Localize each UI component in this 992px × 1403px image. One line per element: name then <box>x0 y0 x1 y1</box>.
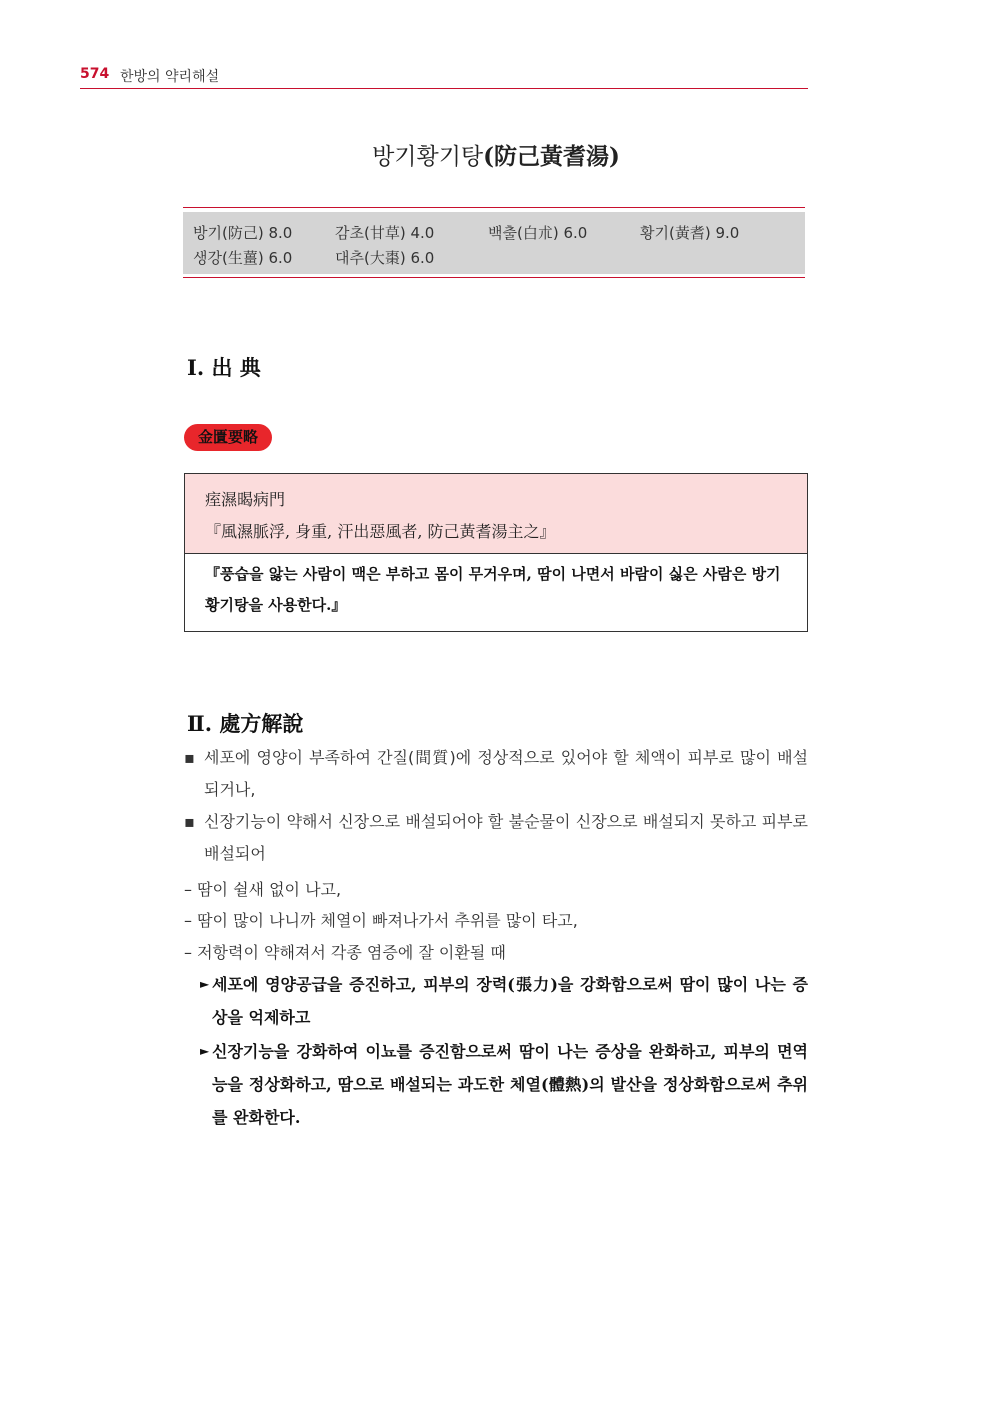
bullet-item <box>184 742 808 806</box>
source-category: 痓濕暍病門 <box>205 490 286 509</box>
prescription-title-hanja: (防己黃耆湯) <box>483 143 620 170</box>
arrow-mark: ► <box>200 1044 210 1058</box>
ingredient-item: 감초(甘草) 4.0 <box>335 224 435 242</box>
arrow-text: 신장기능을 강화하여 이뇨를 증진함으로써 땀이 나는 증상을 완화하고, 피부의 면역능을 정상화하고, 땀으로 배설되는 과도한 체열(體熱)의 발산을 정상화함으로써 추위를 완화한다. <box>212 1042 808 1127</box>
arrow-mark: ► <box>200 977 210 991</box>
ingredient-item: 대추(大棗) 6.0 <box>335 249 435 267</box>
dash-item <box>184 908 578 931</box>
arrow-text: 세포에 영양공급을 증진하고, 피부의 장력(張力)을 강화함으로써 땀이 많이 나는 증상을 억제하고 <box>212 975 808 1027</box>
book-title: 한방의 약리해설 <box>120 69 220 85</box>
page-header <box>80 66 808 89</box>
source-quote: 『風濕脈浮, 身重, 汗出惡風者, 防己黃耆湯主之』 <box>205 522 556 541</box>
bullet-mark: ▪ <box>184 748 195 767</box>
section-2-title: Ⅱ. 處方解說 <box>187 711 304 736</box>
dash-text: 땀이 많이 나니까 체열이 빠져나가서 추위를 많이 타고, <box>197 911 578 930</box>
dash-text: 땀이 쉴새 없이 나고, <box>197 880 342 899</box>
page-number: 574 <box>80 66 110 82</box>
ingredients-bottom-rule <box>183 277 805 278</box>
arrow-item <box>200 968 808 1034</box>
dash-mark: – <box>184 880 192 899</box>
dash-text: 저항력이 약해져서 각종 염증에 잘 이환될 때 <box>197 943 506 962</box>
dash-mark: – <box>184 943 192 962</box>
bullet-item <box>184 806 808 870</box>
source-original-panel <box>185 474 807 554</box>
dash-item <box>184 940 506 963</box>
ingredient-item: 백출(白朮) 6.0 <box>488 224 588 242</box>
source-translation: 『풍습을 앓는 사람이 맥은 부하고 몸이 무거우며, 땀이 나면서 바람이 싫은 사람은 방기황기탕을 사용한다.』 <box>205 565 781 614</box>
source-box <box>184 473 808 632</box>
prescription-title-korean: 방기황기탕 <box>372 144 484 170</box>
prescription-title <box>0 138 992 171</box>
ingredient-item: 황기(黃耆) 9.0 <box>640 224 740 242</box>
ingredients-top-rule <box>183 207 805 208</box>
section-1-title: Ⅰ. 出 典 <box>187 355 261 380</box>
arrow-item <box>200 1035 808 1134</box>
bullet-mark: ▪ <box>184 812 195 831</box>
dash-mark: – <box>184 911 192 930</box>
ingredient-item: 생강(生薑) 6.0 <box>193 249 293 267</box>
bullet-text: 세포에 영양이 부족하여 간질(間質)에 정상적으로 있어야 할 체액이 피부로 많이 배설되거나, <box>204 748 808 799</box>
dash-item <box>184 877 341 900</box>
bullet-text: 신장기능이 약해서 신장으로 배설되어야 할 불순물이 신장으로 배설되지 못하고 피부로 배설되어 <box>204 812 808 863</box>
ingredients-box <box>183 207 805 275</box>
source-badge: 金匱要略 <box>184 424 272 451</box>
ingredient-item: 방기(防己) 8.0 <box>193 224 293 242</box>
